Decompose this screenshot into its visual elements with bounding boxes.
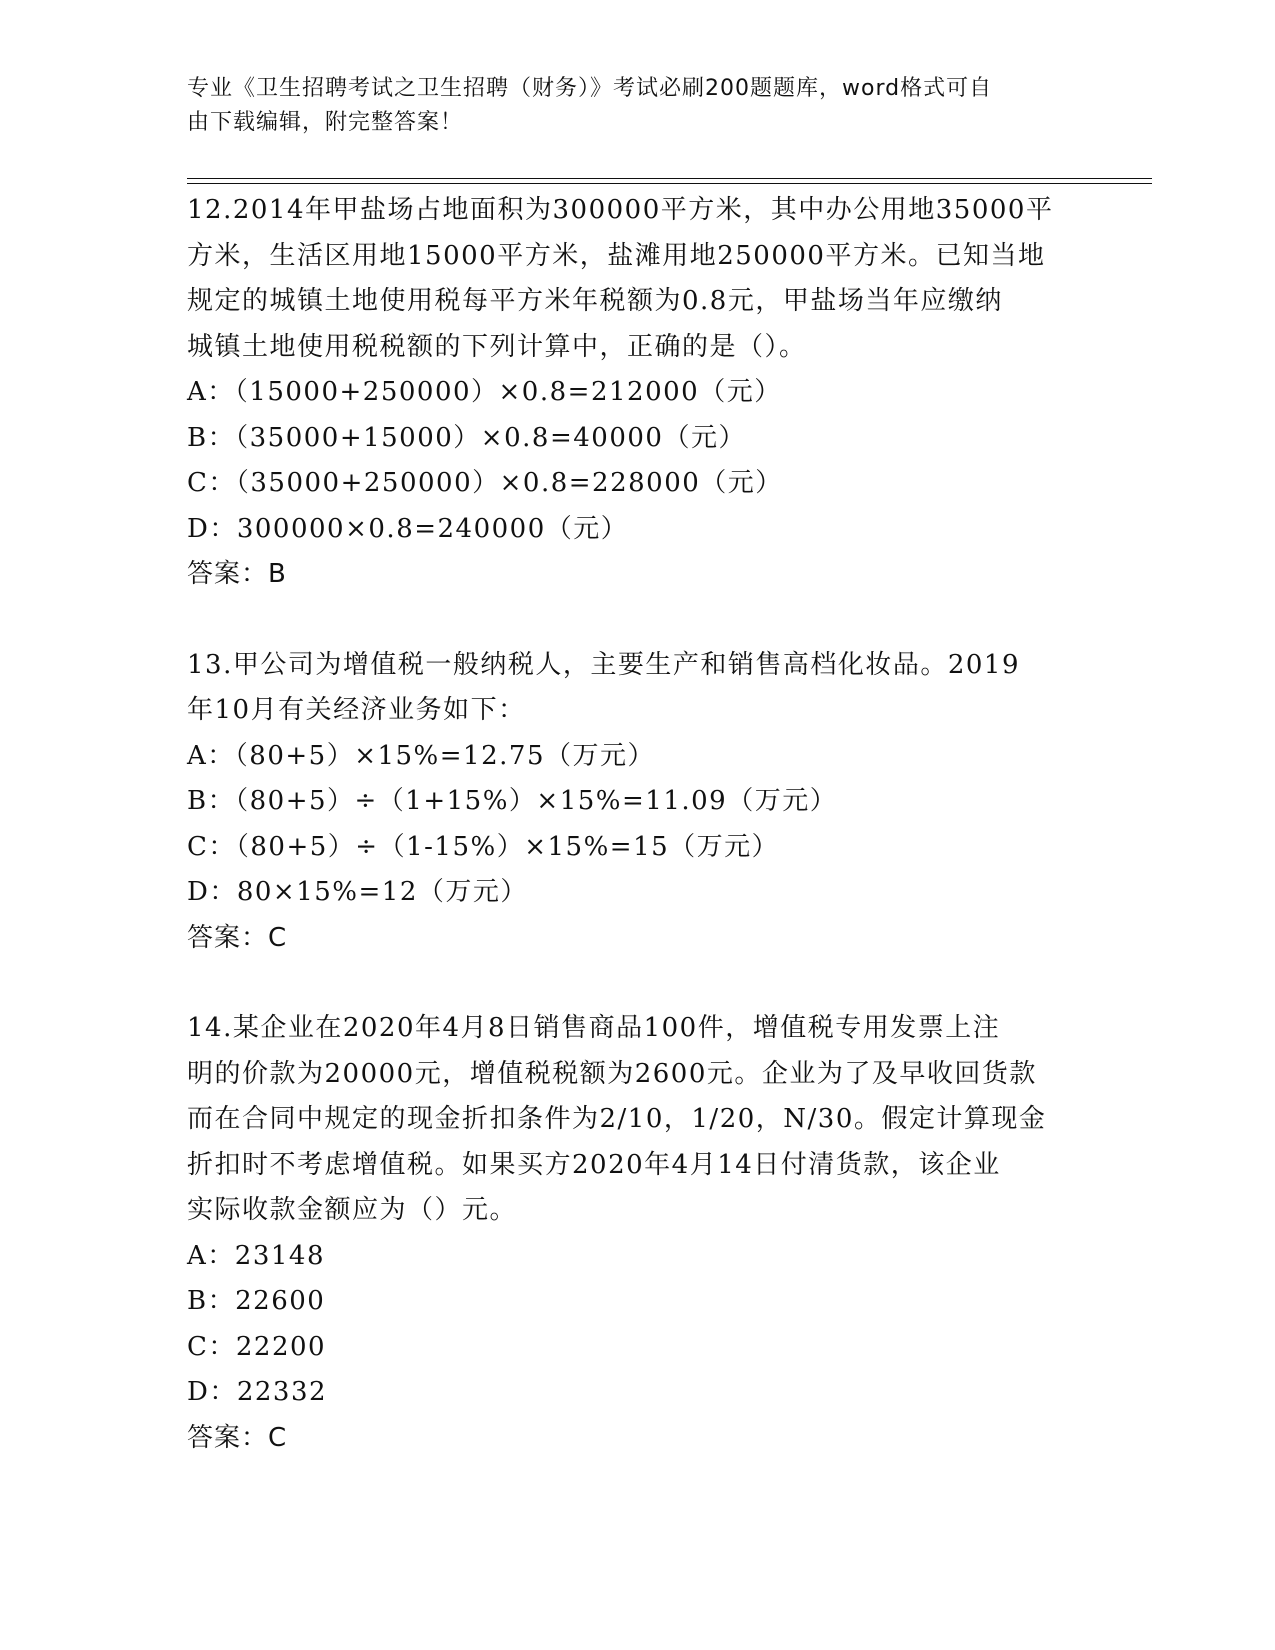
question-14 — [187, 1006, 1077, 1461]
option-b: B：22600 — [187, 1286, 326, 1316]
option-c: C：（80+5）÷（1-15%）×15%=15（万元） — [187, 831, 780, 862]
question-stem-line: 13.甲公司为增值税一般纳税人，主要生产和销售高档化妆品。2019 — [187, 649, 1021, 680]
question-stem-line: 城镇土地使用税税额的下列计算中，正确的是（）。 — [187, 331, 807, 362]
question-spacer — [187, 961, 1077, 1006]
option-d: D：300000×0.8=240000（元） — [187, 513, 629, 544]
question-13 — [187, 643, 1077, 962]
option-d: D：80×15%=12（万元） — [187, 877, 528, 907]
option-b: B：（80+5）÷（1+15%）×15%=11.09（万元） — [187, 786, 838, 816]
option-a: A：（80+5）×15%=12.75（万元） — [187, 740, 655, 771]
option-d: D：22332 — [187, 1377, 328, 1407]
question-stem-line: 年10月有关经济业务如下： — [187, 695, 526, 725]
question-list — [187, 188, 1077, 1461]
option-a: A：（15000+250000）×0.8=212000（元） — [187, 377, 782, 407]
option-c: C：（35000+250000）×0.8=228000（元） — [187, 468, 783, 498]
answer-line: 答案：B — [187, 559, 287, 589]
header-line-1: 专业《卫生招聘考试之卫生招聘（财务）》考试必刷200题题库，word格式可自 — [187, 76, 993, 101]
header-divider-bottom — [187, 183, 1152, 184]
option-a: A：23148 — [187, 1240, 325, 1271]
header-divider-top — [187, 178, 1152, 179]
question-stem-line: 而在合同中规定的现金折扣条件为2/10，1/20，N/30。假定计算现金 — [187, 1104, 1047, 1134]
question-stem-line: 方米，生活区用地15000平方米，盐滩用地250000平方米。已知当地 — [187, 240, 1046, 271]
document-header — [187, 72, 1067, 140]
answer-line: 答案：C — [187, 1422, 288, 1453]
question-stem-line: 14.某企业在2020年4月8日销售商品100件，增值税专用发票上注 — [187, 1013, 1001, 1043]
question-stem-line: 实际收款金额应为（）元。 — [187, 1195, 518, 1225]
header-line-2: 由下载编辑，附完整答案！ — [187, 110, 464, 135]
option-c: C：22200 — [187, 1331, 327, 1362]
question-stem-line: 规定的城镇土地使用税每平方米年税额为0.8元，甲盐场当年应缴纳 — [187, 286, 1003, 316]
question-12 — [187, 188, 1077, 598]
question-stem-line: 12.2014年甲盐场占地面积为300000平方米，其中办公用地35000平 — [187, 195, 1054, 225]
question-spacer — [187, 598, 1077, 643]
question-stem-line: 折扣时不考虑增值税。如果买方2020年4月14日付清货款，该企业 — [187, 1149, 1001, 1180]
answer-line: 答案：C — [187, 922, 288, 953]
option-b: B：（35000+15000）×0.8=40000（元） — [187, 422, 746, 453]
question-stem-line: 明的价款为20000元，增值税税额为2600元。企业为了及早收回货款 — [187, 1058, 1037, 1089]
